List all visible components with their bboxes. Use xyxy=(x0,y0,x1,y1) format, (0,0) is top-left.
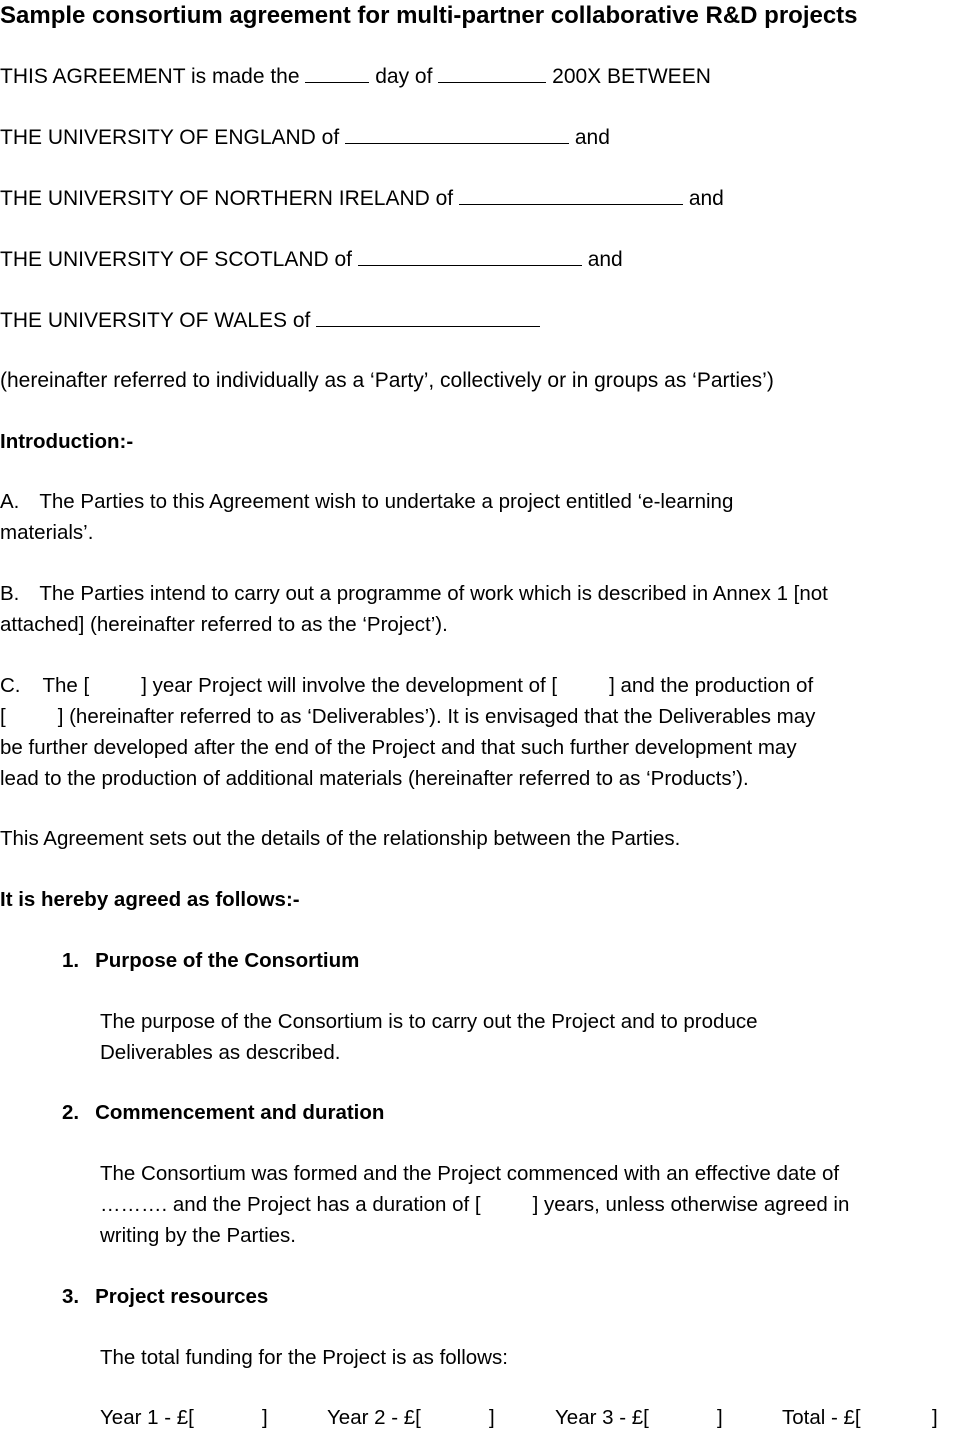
recital-label: B. xyxy=(0,582,20,605)
introduction-heading: Introduction:- xyxy=(0,430,134,453)
funding-close-bracket: ] xyxy=(489,1406,495,1429)
funding-label: Year 1 - £[ xyxy=(100,1406,194,1429)
recital-text: ] (hereinafter referred to as ‘Deliverables’). It is envisaged that the Deliverables may xyxy=(57,705,816,728)
conjunction: and xyxy=(574,126,610,149)
section-3-text: The total funding for the Project is as follows: xyxy=(100,1346,508,1369)
relationship-statement: This Agreement sets out the details of the relationship between the Parties. xyxy=(0,827,681,850)
recital-text: The Parties to this Agreement wish to undertake a project entitled ‘e-learning xyxy=(39,490,734,513)
recital-c-cont: lead to the production of additional materials (hereinafter referred to as ‘Products’). xyxy=(0,767,749,790)
party-name: THE UNIVERSITY OF SCOTLAND of xyxy=(0,248,353,271)
funding-total xyxy=(782,1402,861,1433)
address-blank[interactable] xyxy=(459,182,683,205)
section-2-text: writing by the Parties. xyxy=(100,1224,296,1247)
funding-close-bracket: ] xyxy=(932,1406,938,1429)
address-blank[interactable] xyxy=(345,121,569,144)
party-northern-ireland xyxy=(0,182,724,214)
day-blank[interactable] xyxy=(305,60,369,83)
section-text: ] years, unless otherwise agreed in xyxy=(532,1193,850,1216)
recital-a xyxy=(0,486,733,517)
agreement-date-line xyxy=(0,60,711,92)
party-name: THE UNIVERSITY OF ENGLAND of xyxy=(0,126,340,149)
funding-year-2 xyxy=(327,1402,421,1433)
funding-close-bracket: ] xyxy=(717,1406,723,1429)
day-of-text: day of xyxy=(375,65,433,88)
funding-year-1 xyxy=(100,1402,194,1433)
recital-text: [ xyxy=(0,705,6,728)
section-title: Purpose of the Consortium xyxy=(95,949,360,972)
party-scotland xyxy=(0,243,623,275)
funding-label: Total - £[ xyxy=(782,1406,861,1429)
recital-b xyxy=(0,578,828,609)
recital-text: ] year Project will involve the development of [ xyxy=(141,674,558,697)
section-title: Commencement and duration xyxy=(95,1101,385,1124)
recital-a-cont: materials’. xyxy=(0,521,94,544)
recital-text: The [ xyxy=(42,674,90,697)
party-wales xyxy=(0,304,540,336)
recital-c-cont xyxy=(0,701,815,732)
section-title: Project resources xyxy=(95,1285,269,1308)
section-1-heading xyxy=(62,945,359,976)
hereinafter-clause: (hereinafter referred to individually as a ‘Party’, collectively or in groups as ‘Parties’) xyxy=(0,369,774,392)
recital-b-cont: attached] (hereinafter referred to as the ‘Project’). xyxy=(0,613,448,636)
section-number: 2. xyxy=(62,1101,80,1124)
funding-label: Year 2 - £[ xyxy=(327,1406,421,1429)
recital-c xyxy=(0,670,813,701)
recital-text: The Parties intend to carry out a programme of work which is described in Annex 1 [not xyxy=(39,582,828,605)
conjunction: and xyxy=(688,187,724,210)
funding-label: Year 3 - £[ xyxy=(555,1406,649,1429)
recital-text: ] and the production of xyxy=(609,674,814,697)
party-name: THE UNIVERSITY OF NORTHERN IRELAND of xyxy=(0,187,454,210)
section-number: 3. xyxy=(62,1285,80,1308)
section-text: ………. and the Project has a duration of [ xyxy=(100,1193,481,1216)
section-2-text xyxy=(100,1189,849,1220)
party-name: THE UNIVERSITY OF WALES of xyxy=(0,309,311,332)
section-2-text: The Consortium was formed and the Project commenced with an effective date of xyxy=(100,1162,840,1185)
section-number: 1. xyxy=(62,949,80,972)
conjunction: and xyxy=(587,248,623,271)
month-blank[interactable] xyxy=(438,60,546,83)
section-1-text: The purpose of the Consortium is to carry out the Project and to produce xyxy=(100,1010,758,1033)
agreement-intro-text: THIS AGREEMENT is made the xyxy=(0,65,300,88)
address-blank[interactable] xyxy=(316,304,540,327)
section-1-text: Deliverables as described. xyxy=(100,1041,341,1064)
funding-year-3 xyxy=(555,1402,649,1433)
section-2-heading xyxy=(62,1097,384,1128)
address-blank[interactable] xyxy=(358,243,582,266)
party-england xyxy=(0,121,610,153)
section-3-heading xyxy=(62,1281,268,1312)
recital-c-cont: be further developed after the end of the Project and that such further development may xyxy=(0,736,797,759)
funding-close-bracket: ] xyxy=(262,1406,268,1429)
year-between-text: 200X BETWEEN xyxy=(552,65,711,88)
recital-label: A. xyxy=(0,490,20,513)
recital-label: C. xyxy=(0,674,21,697)
agreed-heading: It is hereby agreed as follows:- xyxy=(0,888,300,911)
document-title: Sample consortium agreement for multi-partner collaborative R&D projects xyxy=(0,2,858,29)
